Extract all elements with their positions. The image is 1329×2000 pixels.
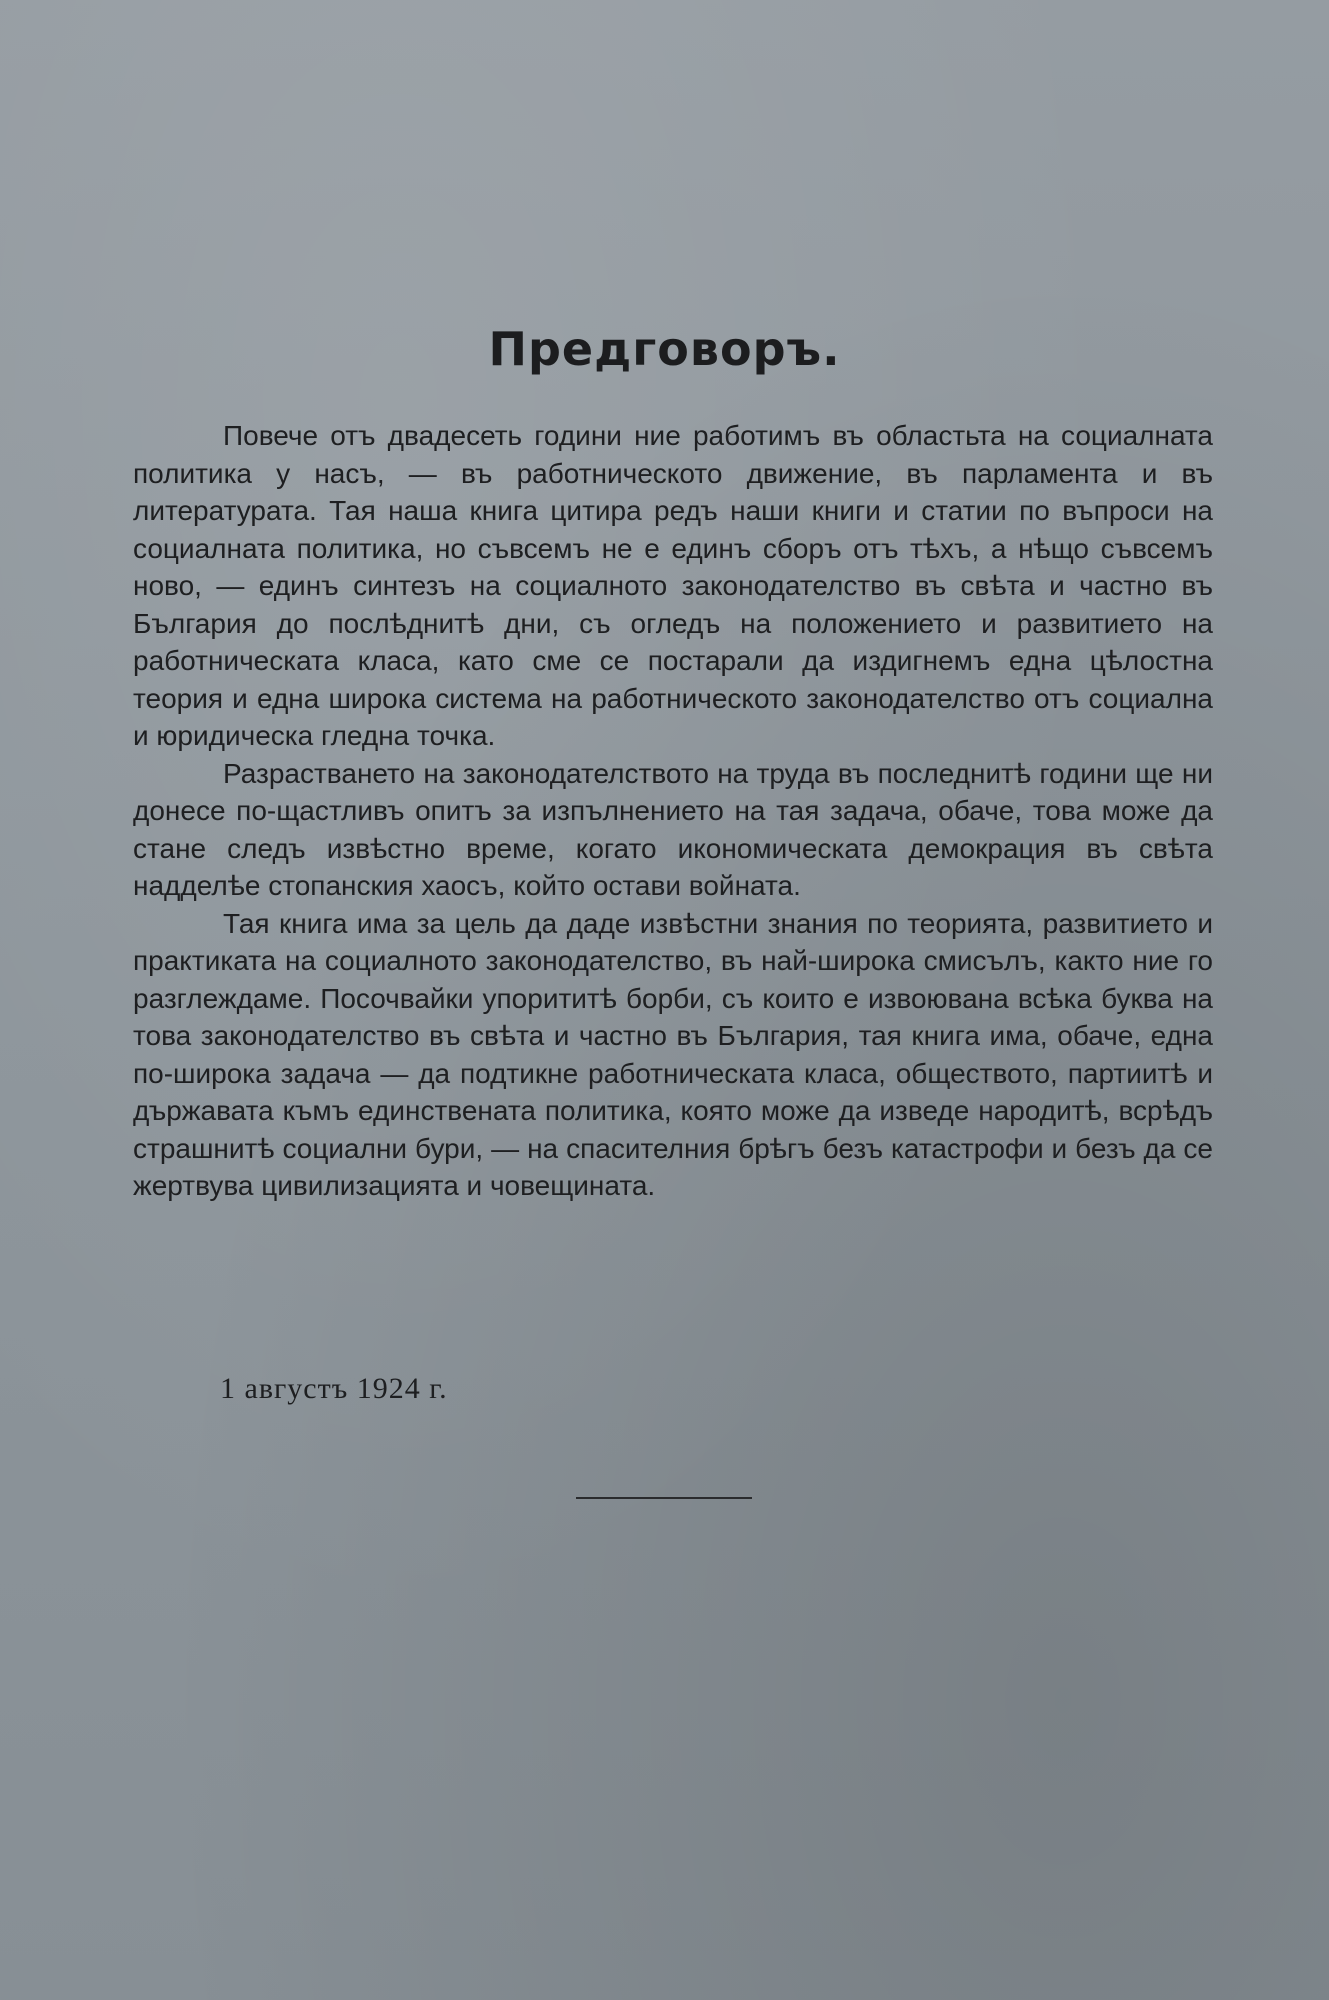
paragraph-2: Разрастването на законодателството на труда въ последнитѣ години ще ни донесе по-щастливъ опитъ за изпълнението на тая задача, обаче, това може да стане следъ извѣстно време, когато икономическата демокрация въ свѣта надделѣе стопанския хаосъ, който остави войната. bbox=[133, 757, 1213, 901]
preface-body bbox=[133, 417, 1213, 1205]
preface-date: 1 августъ 1924 г. bbox=[220, 1372, 448, 1405]
section-divider bbox=[576, 1497, 752, 1499]
paragraph-3: Тая книга има за цель да даде извѣстни знания по теорията, развитието и практиката на социалното законодателство, въ най-широка смисълъ, както ние го разглеждаме. Посочвайки упорититѣ борби, съ които е извоювана всѣка буква на това законодателство въ свѣта и частно въ България, тая книга има, обаче, една по-широка задача — да подтикне работническата класа, обществото, партиитѣ и държавата къмъ единствената политика, която може да изведе народитѣ, всрѣдъ страшнитѣ социални бури, — на спасителния брѣгъ безъ катастрофи и безъ да се жертвува цивилизацията и човещината. bbox=[133, 907, 1213, 1201]
page-title: Предговоръ. bbox=[488, 322, 841, 376]
paragraph-1: Повече отъ двадесеть години ние работимъ въ областьта на социалната политика у насъ, — въ работническото движение, въ парламента и въ литературата. Тая наша книга цитира редъ наши книги и статии по въпроси на социалната политика, но съвсемъ не е единъ сборъ отъ тѣхъ, а нѣщо съвсемъ ново, — единъ синтезъ на социалното законодателство въ свѣта и частно въ България до послѣднитѣ дни, съ огледъ на положението и развитието на работническата класа, като сме се постарали да издигнемъ една цѣлостна теория и една широка система на работническото законодателство отъ социална и юридическа гледна точка. bbox=[133, 420, 1213, 751]
